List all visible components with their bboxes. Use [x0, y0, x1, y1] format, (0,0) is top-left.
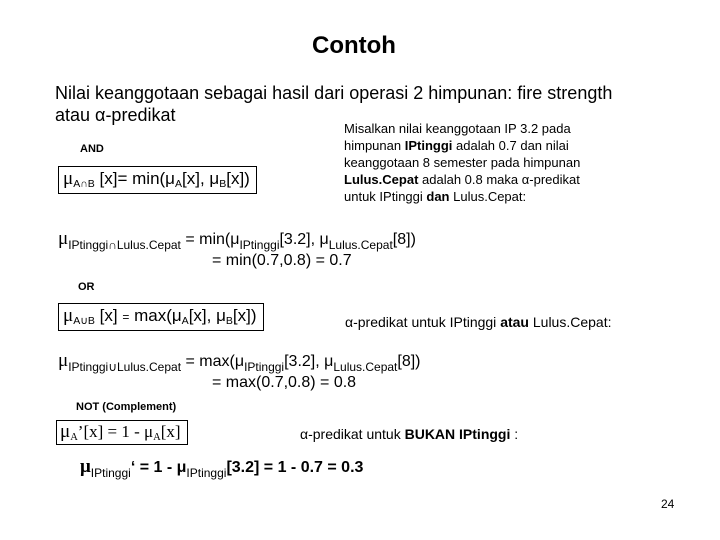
- and-example-line-1: $\mu_{IPtinggi\cap Lulus.Cepat} = \min(\mu_{IPtinggi}[3.2]$, $\mu_{Lulus.Cepat}[8]$): [58, 228, 416, 252]
- and-label: AND: [80, 143, 104, 155]
- not-formula-box: $\mu_A’[x] = 1 - \mu_A[x]$: [56, 420, 188, 445]
- or-alpha-text: α-predikat untuk IPtinggi atau Lulus.Cepat:: [345, 314, 612, 330]
- not-alpha-text: α-predikat untuk BUKAN IPtinggi :: [300, 426, 519, 442]
- page-number: 24: [661, 497, 675, 511]
- note-line-5: untuk IPtinggi dan Lulus.Cepat:: [344, 189, 527, 204]
- and-example-line-2: = min(0.7,0.8) = 0.7: [212, 252, 352, 269]
- note-line-3: keanggotaan 8 semester pada himpunan: [344, 155, 581, 170]
- and-formula-box: $\mu_{A\cap B}$ $[x]= \min(\mu_A[x]$, $\mu_B[x]$): [58, 166, 257, 194]
- or-label: OR: [78, 281, 95, 293]
- intro-line-1: Nilai keanggotaan sebagai hasil dari operasi 2 himpunan: fire strength: [55, 83, 613, 103]
- note-block: [344, 120, 580, 205]
- not-label: NOT (Complement): [76, 401, 177, 413]
- or-example-line-1: $\mu_{IPtinggi\cup Lulus.Cepat} = \max(\mu_{IPtinggi}[3.2]$, $\mu_{Lulus.Cepat}[8]$): [58, 350, 421, 374]
- not-example-line: $\mu_{IPtinggi}‘ = 1 - \mu_{IPtinggi}[3.2] = 1 - 0.7 = 0.3$: [80, 456, 364, 480]
- or-formula-box: $\mu_{A\cup B}$ $[x] = \max(\mu_A[x]$, $\mu_B[x]$): [58, 303, 264, 331]
- slide-title: Contoh: [312, 32, 396, 59]
- intro-line-2: atau α-predikat: [55, 105, 176, 125]
- note-line-2: himpunan IPtinggi adalah 0.7 dan nilai: [344, 138, 569, 153]
- note-line-4: Lulus.Cepat adalah 0.8 maka α-predikat: [344, 172, 580, 187]
- or-example-line-2: = max(0.7,0.8) = 0.8: [212, 374, 357, 391]
- note-line-1: Misalkan nilai keanggotaan IP 3.2 pada: [344, 121, 571, 136]
